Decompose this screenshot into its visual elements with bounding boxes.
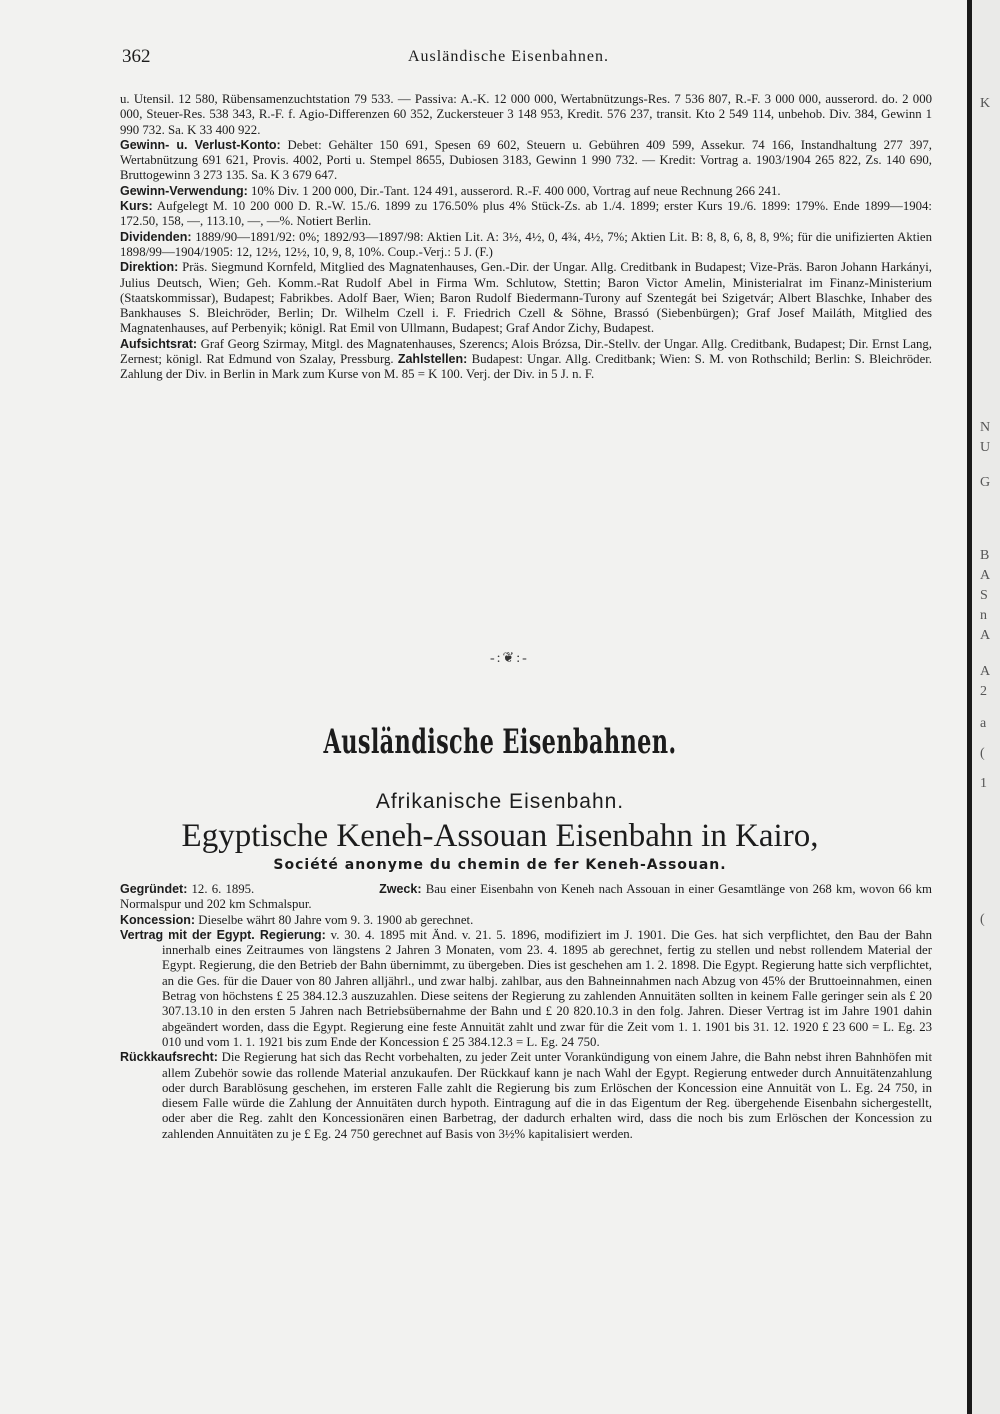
edge-letter: K: [980, 96, 991, 111]
gv-label: Gewinn- u. Verlust-Konto:: [120, 137, 281, 152]
rueckkaufsrecht-paragraph: [120, 1050, 932, 1142]
gegruendet-paragraph: [120, 882, 932, 913]
edge-letter: (: [980, 912, 985, 927]
rueck-text: Die Regierung hat sich das Recht vorbehalten, zu jeder Zeit unter Vorankündigung von einem Jahre, die Bahn nebst ihren Bahnhöfen mit allem Zubehör sowie das rollende Material anzukaufen. Der Rückkauf kann je nach Wahl der Egypt. Regierung entweder durch Annuitätenzahlung oder durch Barablösung geschehen, im ersteren Falle zahlt die Regierung bis zum Erlöschen der Koncession eine Annuität von L. Eg. 24 750, in diesem Falle würde die Zahlung der Annuitäten durch hypoth. Eintragung auf die in das Eigentum der Reg. übergehende Eisenbahn sichergestellt, oder aber die Reg. zahlt den Koncessionären einen Barbetrag, der dadurch erhalten wird, dass die noch bis zum Erlöschen der Koncession zu zahlenden Annuitäten zu je £ Eg. 24 750 gerechnet auf Basis von 3½% kapitalisiert werden.: [162, 1050, 933, 1141]
zweck-label: Zweck:: [379, 882, 422, 896]
edge-letter: A: [980, 664, 991, 679]
edge-letter: a: [980, 716, 987, 731]
edge-letter: G: [980, 475, 991, 490]
kurs-label: Kurs:: [120, 199, 153, 214]
koncession-paragraph: [120, 913, 932, 928]
gv-text: Debet: Gehälter 150 691, Spesen 69 602, Steuern u. Gebühren 409 599, Assekur. 74 166, Instandhaltung 277 397, Wertabnützung 691 621, Provis. 4002, Porti u. Stempel 8655, Dubiosen 3183, Gewinn 1 990 732. — Kredit: Vortrag a. 1903/1904 265 822, Zs. 140 690, Bruttogewinn 3 273 135. Sa. K 3 679 647.: [120, 137, 933, 183]
edge-letter: 1: [980, 776, 987, 791]
top-section: [120, 92, 932, 383]
gegr-label: Gegründet:: [120, 882, 188, 896]
running-head: Ausländische Eisenbahnen.: [408, 48, 609, 65]
section-title: Ausländische Eisenbahnen.: [323, 722, 677, 762]
gverw-text: 10% Div. 1 200 000, Dir.-Tant. 124 491, ausserord. R.-F. 400 000, Vortrag auf neue Rechnung 266 241.: [251, 183, 781, 198]
gegr-value: 12. 6. 1895.: [191, 882, 255, 896]
company-french-name: Société anonyme du chemin de fer Keneh-Assouan.: [273, 857, 727, 873]
page-header: [122, 46, 942, 66]
edge-letter: B: [980, 548, 990, 563]
auf-label: Aufsichtsrat:: [120, 336, 198, 351]
edge-letter: A: [980, 568, 991, 583]
dividenden-paragraph: [120, 230, 932, 261]
passiva-paragraph: u. Utensil. 12 580, Rübensamenzuchtstation 79 533. — Passiva: A.-K. 12 000 000, Wertabnützungs-Res. 7 536 807, R.-F. 3 000 000, ausserord. do. 2 000 000, Steuer-Res. 538 343, R.-F. f. Agio-Differenzen 60 352, Zuckersteuer 3 148 953, Kredit. 576 237, transit. Kto 2 549 114, unbehob. Div. 384, Gewinn 1 990 732. Sa. K 33 400 922.: [120, 92, 932, 137]
dir-text: Präs. Siegmund Kornfeld, Mitglied des Magnatenhauses, Gen.-Dir. der Ungar. Allg. Creditbank in Budapest; Vize-Präs. Baron Johann Harkányi, Julius Deutsch, Wien; Geh. Komm.-Rat Rudolf Abel in Firma Wm. Schlutow, Stettin; Baron Victor Amelin, Ministerialrat im Finanz-Ministerium (Staatskommissar), Budapest; Fabrikbes. Adolf Baer, Wien; Baron Rudolf Biedermann-Turony auf Szentegát bei Szigetvár; Albert Blaschke, Inhaber des Bankhauses S. Bleichröder, Berlin; Dr. Wilhelm Czell i. F. Friedrich Czell & Söhne, Brassó (Siebenbürgen); Graf Josef Mailáth, Mitglied des Magnatenhauses, auf Perbenyik; königl. Rat Emil von Ullmann, Budapest; Graf Andor Zichy, Budapest.: [120, 260, 932, 336]
gewinn-verlust-paragraph: [120, 138, 932, 184]
auf-text: Graf Georg Szirmay, Mitgl. des Magnatenhauses, Szerencs; Alois Brózsa, Dir.-Stellv. der Ungar. Allg. Creditbank, Budapest; Dir. Ernst Lang, Zernest; königl. Rat Edmund von Szalay, Pressburg.: [120, 336, 933, 367]
company-details: [120, 882, 932, 1142]
edge-letter: N: [980, 420, 991, 435]
rueck-label: Rückkaufsrecht:: [120, 1050, 218, 1065]
edge-letter: U: [980, 440, 991, 455]
edge-letter: (: [980, 746, 985, 761]
zahl-text: Budapest: Ungar. Allg. Creditbank; Wien: S. M. von Rothschild; Berlin: S. Bleichröder. Zahlung der Div. in Berlin in Mark zum Kurse von M. 85 = K 100. Verj. der Div. in 5 J. n. F.: [120, 352, 932, 382]
div-text: 1889/90—1891/92: 0%; 1892/93—1897/98: Aktien Lit. A: 3½, 4½, 0, 4¾, 4½, 7%; Aktien Lit. B: 8, 8, 6, 8, 8, 9%; für die unifizierten Aktien 1898/99—1904/1905: 12, 12½, 12½, 10, 9, 8, 10%. Coup.-Verj.: 5 J. (F.): [120, 229, 932, 259]
adjacent-page-edge: [967, 0, 1000, 1414]
gverw-label: Gewinn-Verwendung:: [120, 183, 248, 198]
edge-letter: n: [980, 608, 987, 623]
kurs-text: Aufgelegt M. 10 200 000 D. R.-W. 15./6. 1899 zu 176.50% plus 4% Stück-Zs. ab 1./4. 1899; erster Kurs 19./6. 1899: 179%. Ende 1899—1904: 172.50, 158, —, 113.10, —, —%. Notiert Berlin.: [120, 199, 932, 229]
vertrag-paragraph: [120, 928, 932, 1050]
dir-label: Direktion:: [120, 260, 179, 275]
page-number: 362: [122, 46, 151, 67]
konz-text: Dieselbe währt 80 Jahre vom 9. 3. 1900 ab gerechnet.: [198, 912, 474, 927]
div-label: Dividenden:: [120, 229, 192, 244]
edge-letter: A: [980, 628, 991, 643]
direktion-paragraph: [120, 260, 932, 336]
company-name: Egyptische Keneh-Assouan Eisenbahn in Kairo,: [181, 818, 819, 854]
edge-letter: S: [980, 588, 988, 603]
gewinn-verwendung-paragraph: [120, 184, 932, 199]
edge-letter: 2: [980, 684, 987, 699]
section-subtitle: Afrikanische Eisenbahn.: [375, 790, 625, 813]
aufsichtsrat-paragraph: [120, 337, 932, 383]
section-ornament: -:❦:-: [490, 651, 529, 666]
vertrag-text: v. 30. 4. 1895 mit Änd. v. 21. 5. 1896, modifiziert im J. 1901. Die Ges. hat sich verpflichtet, den Bau der Bahn innerhalb eines Zeitraumes von längstens 2 Jahren 3 Monaten, vom 23. 4. 1895 ab gerechnet, fertig zu stellen und nebst rollendem Material der Egypt. Regierung, die den Betrieb der Bahn übernimmt, zu übergeben. Dies ist geschehen am 1. 2. 1898. Die Egypt. Regierung hatte sich verpflichtet, an die Ges. für die Dauer von 80 Jahren alljährl., und zwar halbj. zahlbar, aus den Bahneinnahmen nach Abzug von 45% der Bruttoeinnahmen, einen Betrag von höchstens £ 25 384.12.3 auszuzahlen. Diese seitens der Regierung zu zahlenden Annuitäten sollten in keinem Falle geringer sein als £ 20 307.13.10 in den ersten 5 Jahren nach Betriebsübernahme der Bahn und £ 20 820.10.3 in den folg. Jahren. Dieser Vertrag ist im Jahre 1901 dahin abgeändert worden, dass die Egypt. Regierung eine feste Annuität zahlt und zwar für die Zeit vom 1. 1. 1901 bis 31. 12. 1920 £ 23 600 = L. Eg. 23 010 und vom 1. 1. 1921 bis zum Ende der Koncession £ 25 384.12.3 = L. Eg. 24 750.: [162, 927, 932, 1049]
vertrag-label: Vertrag mit der Egypt. Regierung:: [120, 927, 326, 942]
zahl-label: Zahlstellen:: [397, 352, 468, 367]
kurs-paragraph: [120, 199, 932, 230]
zweck-text: Bau einer Eisenbahn von Keneh nach Assouan in einer Gesamtlänge von 268 km, wovon 66 km Normalspur und 202 km Schmalspur.: [120, 882, 932, 912]
konz-label: Koncession:: [120, 912, 196, 927]
